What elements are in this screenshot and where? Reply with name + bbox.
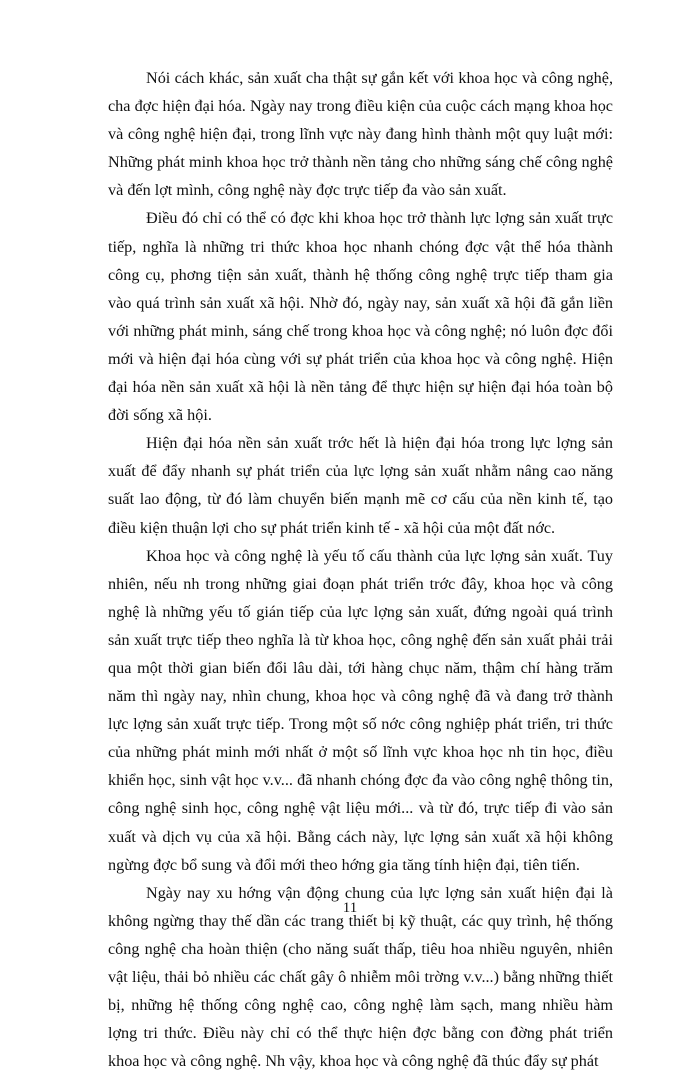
paragraph-4: Khoa học và công nghệ là yếu tố cấu thành của lực lợng sản xuất. Tuy nhiên, nếu nh trong những giai đoạn phát triển trớc đây, khoa học và công nghệ là những yếu tố gián tiếp của lực lợng sản xuất, đứng ngoài quá trình sản xuất trực tiếp theo nghĩa là từ khoa học, công nghệ đến sản xuất phải trải qua một thời gian biến đổi lâu dài, tới hàng chục năm, thậm chí hàng trăm năm thì ngày nay, nhìn chung, khoa học và công nghệ đã và đang trở thành lực lợng sản xuất trực tiếp. Trong một số nớc công nghiệp phát triển, tri thức của những phát minh mới nhất ở một số lĩnh vực khoa học nh tin học, điều khiển học, sinh vật học v.v... đã nhanh chóng đợc đa vào công nghệ thông tin, công nghệ sinh học, công nghệ vật liệu mới... và từ đó, trực tiếp đi vào sản xuất và dịch vụ của xã hội. Bằng cách này, lực lợng sản xuất xã hội không ngừng đợc bổ sung và đổi mới theo hớng gia tăng tính hiện đại, tiên tiến.: [108, 546, 613, 874]
paragraph-1: Nói cách khác, sản xuất cha thật sự gắn kết với khoa học và công nghệ, cha đợc hiện đại hóa. Ngày nay trong điều kiện của cuộc cách mạng khoa học và công nghệ hiện đại, trong lĩnh vực này đang hình thành một quy luật mới: Những phát minh khoa học trở thành nền tảng cho những sáng chế công nghệ và đến lợt mình, công nghệ này đợc trực tiếp đa vào sản xuất.: [108, 69, 613, 200]
paragraph-3: Hiện đại hóa nền sản xuất trớc hết là hiện đại hóa trong lực lợng sản xuất để đẩy nhanh sự phát triển của lực lợng sản xuất nhằm nâng cao năng suất lao động, từ đó làm chuyển biến mạnh mẽ cơ cấu của nền kinh tế, tạo điều kiện thuận lợi cho sự phát triển kinh tế - xã hội của một đất nớc.: [108, 434, 613, 537]
paragraph-2: Điều đó chỉ có thể có đợc khi khoa học trở thành lực lợng sản xuất trực tiếp, nghĩa là những tri thức khoa học nhanh chóng đợc vật thể hóa thành công cụ, phơng tiện sản xuất, thành hệ thống công nghệ trực tiếp tham gia vào quá trình sản xuất xã hội. Nhờ đó, ngày nay, sản xuất xã hội đã gắn liền với những phát minh, sáng chế trong khoa học và công nghệ; nó luôn đợc đổi mới và hiện đại hóa cùng với sự phát triển của khoa học và công nghệ. Hiện đại hóa nền sản xuất xã hội là nền tảng để thực hiện sự hiện đại hóa toàn bộ đời sống xã hội.: [108, 209, 613, 425]
paragraph-5: Ngày nay xu hớng vận động chung của lực lợng sản xuất hiện đại là không ngừng thay thế dần các trang thiết bị kỹ thuật, các quy trình, hệ thống công nghệ cha hoàn thiện (cho năng suất thấp, tiêu hoa nhiều nguyên, nhiên vật liệu, thải bỏ nhiều các chất gây ô nhiễm môi trờng v.v...) bằng những thiết bị, những hệ thống công nghệ cao, công nghệ làm sạch, mang nhiều hàm lợng tri thức. Điều này chỉ có thể thực hiện đợc bằng con đờng phát triển khoa học và công nghệ. Nh vậy, khoa học và công nghệ đã thúc đẩy sự phát: [108, 883, 613, 1071]
page-number: 11: [342, 900, 358, 916]
document-body: [108, 64, 613, 1075]
